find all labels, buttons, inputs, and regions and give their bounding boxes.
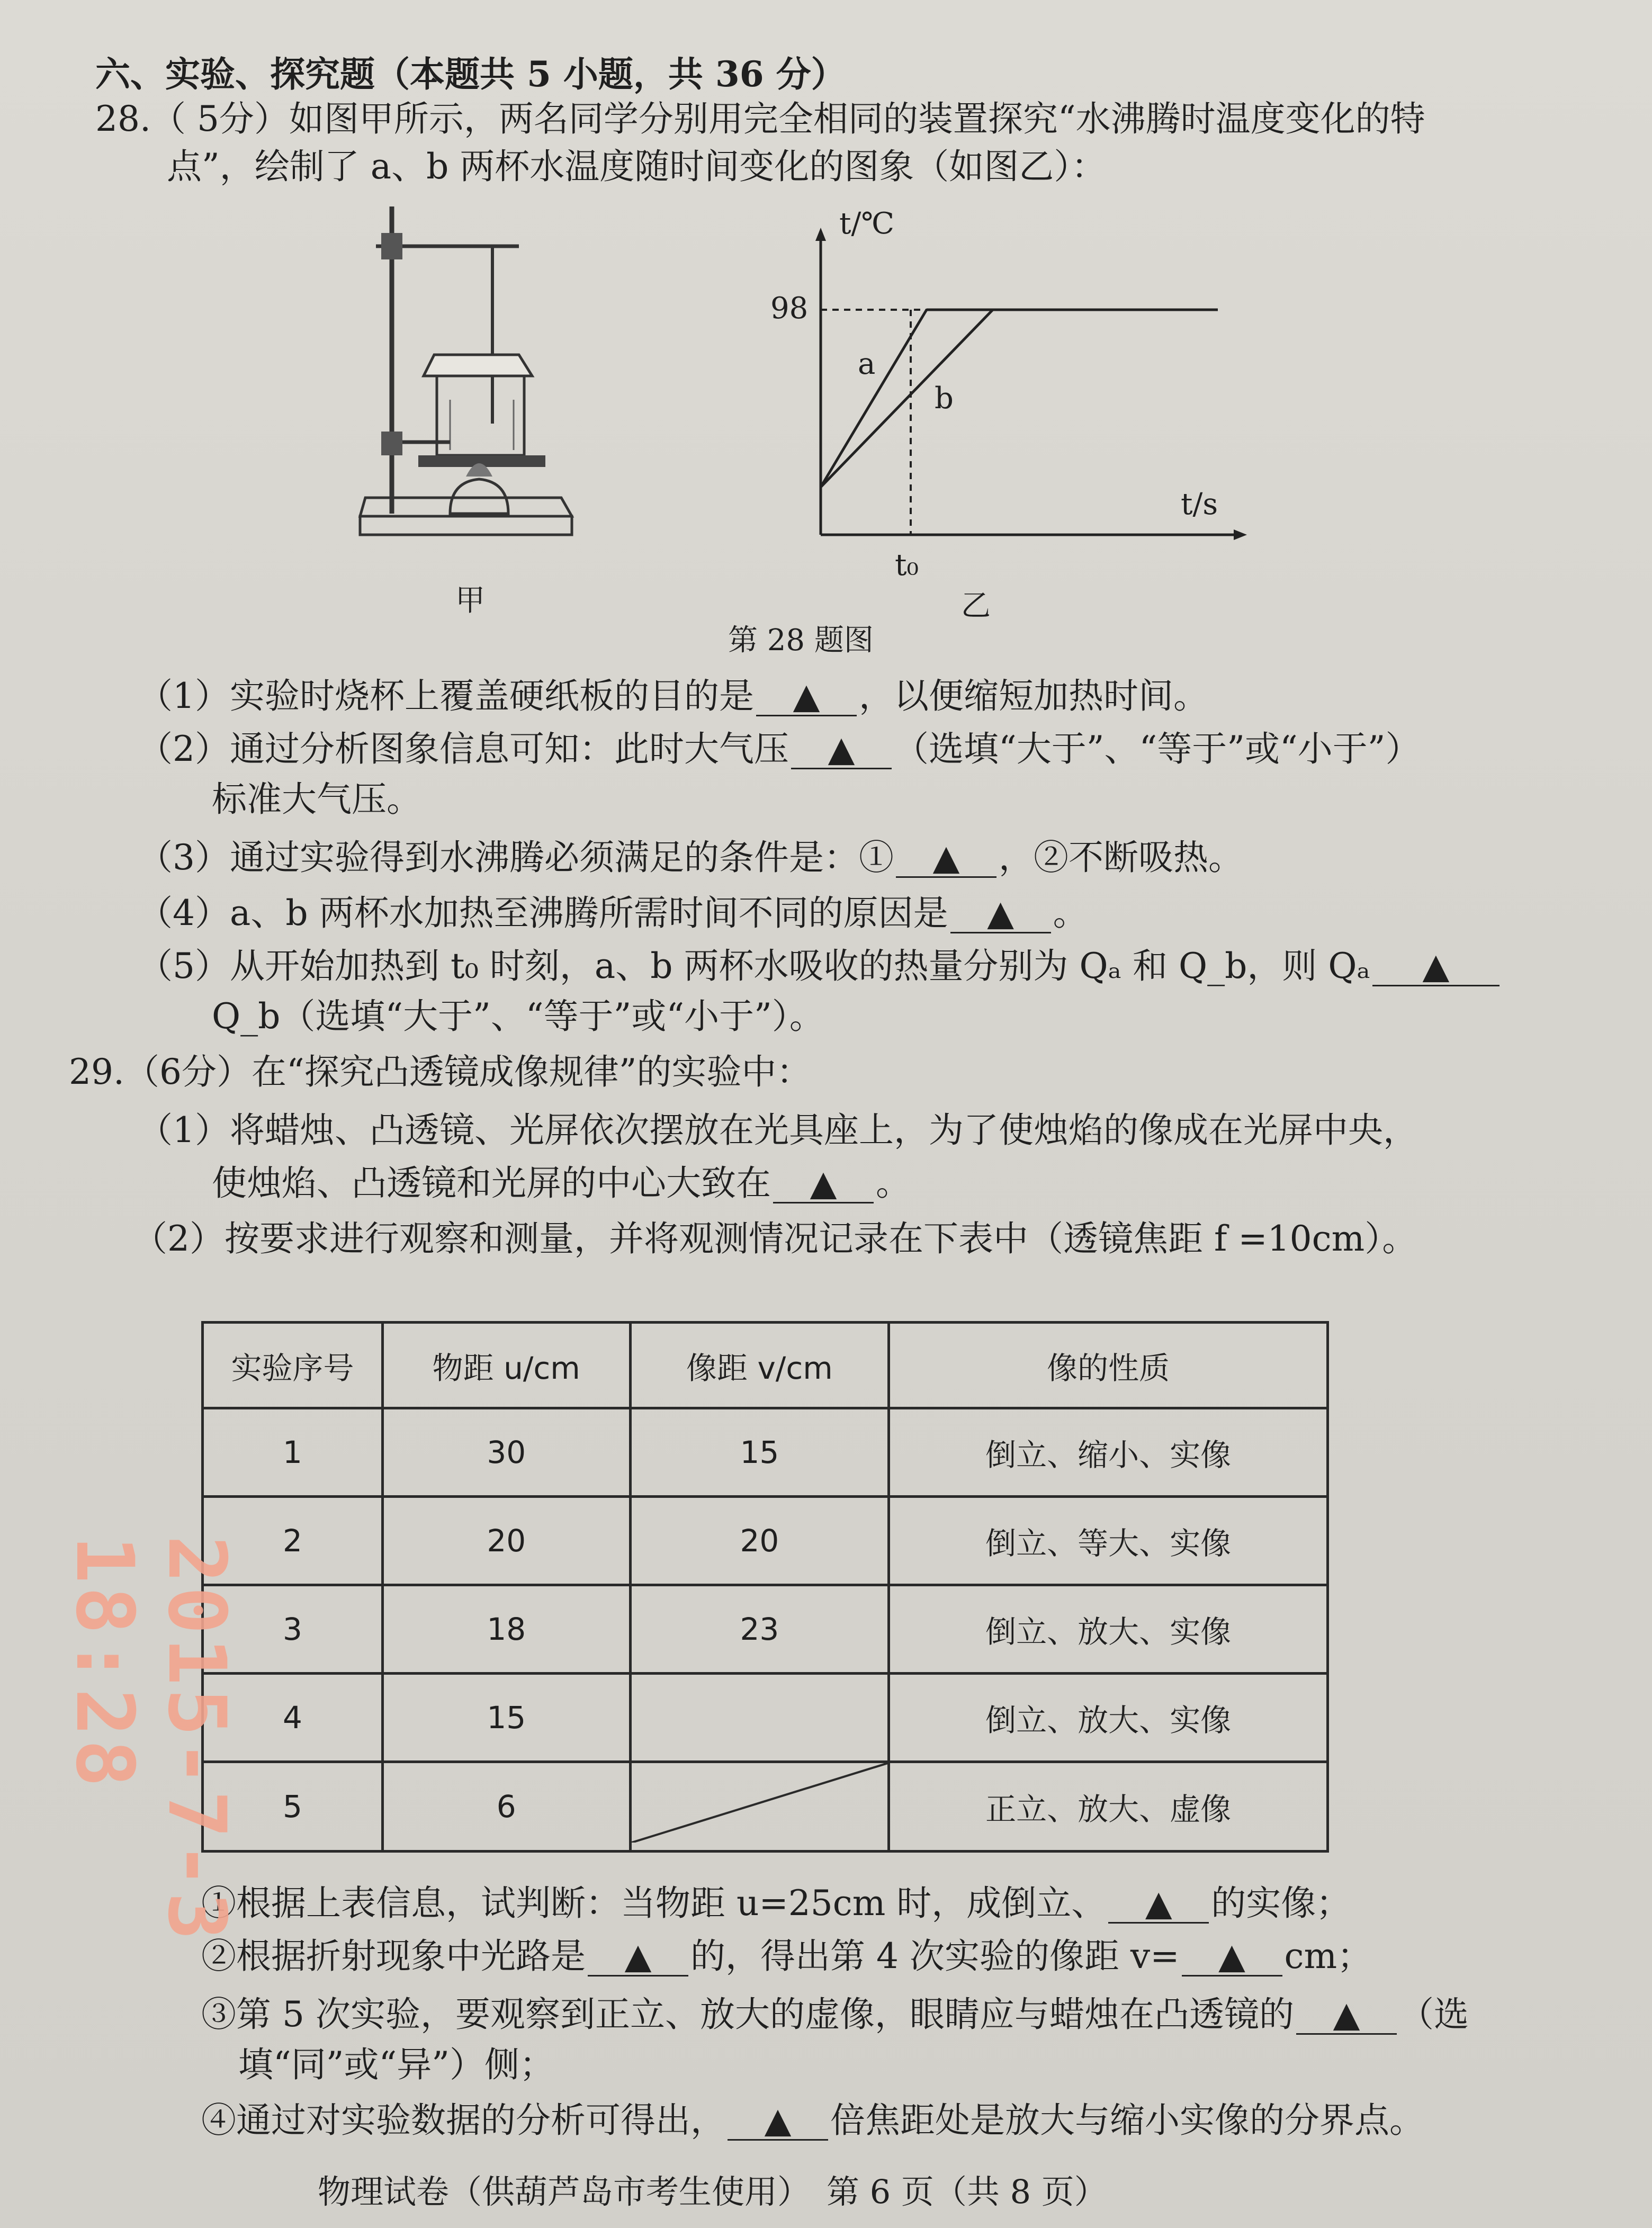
q28-sub5-cont: Q_b（选填“大于”、“等于”或“小于”）。 xyxy=(212,996,824,1037)
table-row xyxy=(203,1674,1328,1762)
table-cell: 5 xyxy=(203,1762,383,1852)
table-cell: 4 xyxy=(203,1674,383,1762)
table-cell: 30 xyxy=(383,1408,631,1497)
answer-blank[interactable]: ▲ xyxy=(1108,1885,1209,1924)
series-a-label: a xyxy=(858,347,876,381)
figure-caption: 第 28 题图 xyxy=(728,623,874,658)
table-header: 物距 u/cm xyxy=(383,1323,631,1408)
q29-q1: ①根据上表信息，试判断：当物距 u=25cm 时，成倒立、 ▲ 的实像； xyxy=(201,1883,1351,1924)
q29-sub2: （2）按要求进行观察和测量，并将观测情况记录在下表中（透镜焦距 f =10cm）。 xyxy=(132,1218,1417,1259)
lens-data-table xyxy=(201,1321,1329,1853)
table-header-row xyxy=(203,1323,1328,1408)
table-cell: 15 xyxy=(383,1674,631,1762)
answer-blank[interactable]: ▲ xyxy=(1372,948,1500,986)
table-cell: 倒立、缩小、实像 xyxy=(889,1408,1328,1497)
table-cell: 1 xyxy=(203,1408,383,1497)
temperature-time-graph xyxy=(752,201,1271,604)
figure-jia-label: 甲 xyxy=(455,583,485,618)
table-cell: 正立、放大、虚像 xyxy=(889,1762,1328,1852)
q28-sub4: （4）a、b 两杯水加热至沸腾所需时间不同的原因是 ▲ 。 xyxy=(138,893,1088,933)
q29-sub1-cont: 使烛焰、凸透镜和光屏的中心大致在 ▲ 。 xyxy=(212,1163,911,1203)
diagonal-slash xyxy=(632,1763,888,1843)
table-cell: 2 xyxy=(203,1497,383,1585)
q29-q3-cont: 填“同”或“异”）侧； xyxy=(238,2044,554,2085)
q29-q2: ②根据折射现象中光路是 ▲ 的，得出第 4 次实验的像距 v= ▲ cm； xyxy=(201,1936,1372,1977)
q28-head-cont: 点”，绘制了 a、b 两杯水温度随时间变化的图象（如图乙）： xyxy=(167,146,1107,187)
table-cell: 20 xyxy=(383,1497,631,1585)
table-row xyxy=(203,1585,1328,1674)
answer-blank[interactable]: ▲ xyxy=(773,1165,874,1203)
q29-q4: ④通过对实验数据的分析可得出， ▲ 倍焦距处是放大与缩小实像的分界点。 xyxy=(201,2100,1424,2141)
answer-blank[interactable]: ▲ xyxy=(1182,1938,1282,1977)
table-cell: 倒立、放大、实像 xyxy=(889,1674,1328,1762)
table-cell-empty xyxy=(630,1674,889,1762)
q29-head: 29.（6分）在“探究凸透镜成像规律”的实验中： xyxy=(69,1052,812,1092)
table-header: 实验序号 xyxy=(203,1323,383,1408)
table-header: 像距 v/cm xyxy=(630,1323,889,1408)
table-header: 像的性质 xyxy=(889,1323,1328,1408)
figure-yi-label: 乙 xyxy=(961,589,991,623)
q28-sub1: （1）实验时烧杯上覆盖硬纸板的目的是 ▲ ，以便缩短加热时间。 xyxy=(138,676,1208,716)
answer-blank[interactable]: ▲ xyxy=(896,839,996,878)
table-row xyxy=(203,1408,1328,1497)
answer-blank[interactable]: ▲ xyxy=(728,2102,828,2141)
table-cell: 3 xyxy=(203,1585,383,1674)
answer-blank[interactable]: ▲ xyxy=(1296,1996,1397,2035)
x-axis-label: t/s xyxy=(1181,487,1218,522)
answer-blank[interactable]: ▲ xyxy=(756,678,857,716)
table-row xyxy=(203,1762,1328,1852)
q28-head: 28.（ 5分）如图甲所示，两名同学分别用完全相同的装置探究“水沸腾时温度变化的特 xyxy=(95,98,1425,139)
page-footer: 物理试卷（供葫芦岛市考生使用） 第 6 页（共 8 页） xyxy=(318,2172,1107,2211)
table-cell: 倒立、放大、实像 xyxy=(889,1585,1328,1674)
table-cell: 6 xyxy=(383,1762,631,1852)
q28-sub2: （2）通过分析图象信息可知：此时大气压 ▲ （选填“大于”、“等于”或“小于”） xyxy=(138,729,1421,769)
q29-sub1: （1）将蜡烛、凸透镜、光屏依次摆放在光具座上，为了使烛焰的像成在光屏中央， xyxy=(138,1110,1418,1151)
table-row xyxy=(203,1497,1328,1585)
table-cell: 23 xyxy=(630,1585,889,1674)
section-title: 六、实验、探究题（本题共 5 小题，共 36 分） xyxy=(95,53,846,95)
series-b-label: b xyxy=(935,381,954,416)
y-axis-label: t/℃ xyxy=(839,206,895,241)
answer-blank[interactable]: ▲ xyxy=(588,1938,688,1977)
heating-apparatus-figure xyxy=(344,196,593,588)
table-cell: 倒立、等大、实像 xyxy=(889,1497,1328,1585)
q29-q3: ③第 5 次实验，要观察到正立、放大的虚像，眼睛应与蜡烛在凸透镜的 ▲ （选 xyxy=(201,1994,1469,2035)
table-cell-slashed xyxy=(630,1762,889,1852)
table-cell: 20 xyxy=(630,1497,889,1585)
answer-blank[interactable]: ▲ xyxy=(791,731,892,769)
y-tick-98: 98 xyxy=(770,291,809,326)
q28-sub3: （3）通过实验得到水沸腾必须满足的条件是：① ▲ ，②不断吸热。 xyxy=(138,837,1243,878)
table-cell: 18 xyxy=(383,1585,631,1674)
q28-sub5: （5）从开始加热到 t₀ 时刻，a、b 两杯水吸收的热量分别为 Qₐ 和 Q_b，则 Qₐ ▲ xyxy=(138,945,1502,987)
table-cell: 15 xyxy=(630,1408,889,1497)
photo-timestamp: 2015-7-3 18:28 xyxy=(58,1535,243,1944)
answer-blank[interactable]: ▲ xyxy=(950,895,1051,933)
x-tick-t0: t₀ xyxy=(895,548,919,582)
q28-sub2-cont: 标准大气压。 xyxy=(212,779,421,820)
